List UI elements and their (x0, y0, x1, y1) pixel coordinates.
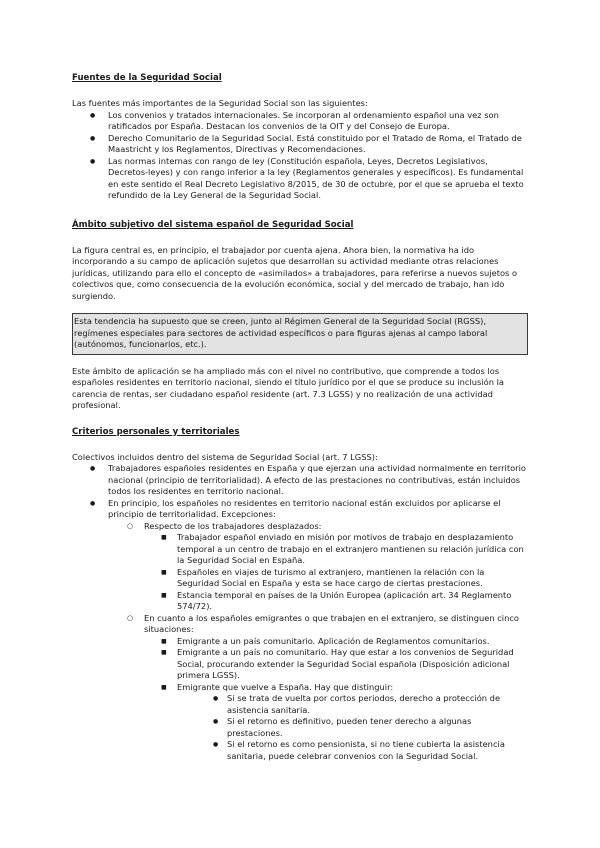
list-item: ■ Emigrante a un país no comunitario. Hay que estar a los convenios de Seguridad Social, procurando extender la Seguridad Social española (Disposición adicional primera LGSS). (161, 647, 528, 682)
fuentes-intro: Las fuentes más importantes de la Seguridad Social son las siguientes: (72, 98, 368, 108)
fuentes-list (72, 110, 528, 202)
ambito-paragraph-1: La figura central es, en principio, el trabajador por cuenta ajena. Ahora bien, la normativa ha ido incorporando a su campo de aplicación sujetos que desarrollan su actividad mediante otras relaciones jurídicas, utilizando para ello el concepto de «asimilados» a trabajadores, para referirse a nuevos sujetos o colectivos que, como consecuencia de la evolución económica, social y del mercado de trabajo, han ido surgiendo. (72, 244, 518, 301)
list-item: ■ Españoles en viajes de turismo al extranjero, mantienen la relación con la Seguridad Social en España y esta se hace cargo de ciertas prestaciones. (161, 567, 528, 590)
criterios-list (72, 463, 528, 521)
list-item: ■ Estancia temporal en países de la Unión Europea (aplicación art. 34 Reglamento 574/72). (161, 590, 528, 613)
list-item: ■ Trabajador español enviado en misión por motivos de trabajo en desplazamiento temporal a un centro de trabajo en el extranjero mantienen su relación jurídica con la Seguridad Social en España. (161, 532, 528, 567)
list-item: ● Si el retorno es como pensionista, si no tiene cubierta la asistencia sanitaria, puede celebrar convenios con la Seguridad Social. (213, 739, 528, 762)
list-item-text: En cuanto a los españoles emigrantes o que trabajen en el extranjero, se distinguen cinco situaciones: (144, 612, 520, 634)
list-item: ■ Emigrante a un país comunitario. Aplicación de Reglamentos comunitarios. (161, 636, 528, 648)
ambito-paragraph-2: Este ámbito de aplicación se ha ampliado más con el nivel no contributivo, que comprende a todos los españoles residentes en territorio nacional, siendo el título jurídico por el que se produce su inclusión la carencia de rentas, ser ciudadano español residente (art. 7.3 LGSS) y no realización de una actividad profesional. (72, 365, 504, 410)
criterios-intro: Colectivos incluidos dentro del sistema de Seguridad Social (art. 7 LGSS): (72, 451, 378, 462)
emigrantes-list (144, 636, 528, 763)
highlighted-text: Esta tendencia ha supuesto que se creen, junto al Régimen General de la Seguridad Social (RGSS), regímenes especiales para sectores de actividad específicos o para figuras ajenas al campo laboral (autónomos, funcionarios, etc.). (74, 316, 488, 349)
list-item (127, 613, 528, 763)
heading-criterios: Criterios personales y territoriales (72, 426, 240, 437)
list-item (127, 521, 528, 613)
retorno-list (177, 693, 528, 762)
list-item (161, 682, 528, 763)
list-item: ● Los convenios y tratados internacionales. Se incorporan al ordenamiento español una vez son ratificados por España. Destacan los convenios de la OIT y del Consejo de Europa. (72, 110, 528, 133)
excepciones-list (72, 521, 528, 763)
list-item (72, 498, 528, 521)
highlighted-box (72, 313, 528, 355)
list-item: ● Derecho Comunitario de la Seguridad Social. Está constituido por el Tratado de Roma, el Tratado de Maastricht y los Reglamentos, Directivas y Recomendaciones. (72, 133, 528, 156)
list-item: ● Si se trata de vuelta por cortos periodos, derecho a protección de asistencia sanitaria. (213, 693, 528, 716)
heading-ambito: Ámbito subjetivo del sistema español de Seguridad Social (72, 219, 354, 230)
list-item: ● Trabajadores españoles residentes en España y que ejerzan una actividad normalmente en territorio nacional (principio de territorialidad). A efecto de las prestaciones no contributivas, están incluidos todos los residentes en territorio nacional. (72, 463, 528, 498)
list-item-text: Respecto de los trabajadores desplazados: (144, 520, 322, 531)
list-item: ● Si el retorno es definitivo, pueden tener derecho a algunas prestaciones. (213, 716, 528, 739)
heading-fuentes: Fuentes de la Seguridad Social (72, 73, 222, 83)
list-item-text: En principio, los españoles no residentes en territorio nacional están excluidos por aplicarse el principio de territorialidad. Excepciones: (108, 497, 501, 519)
list-item: ● Las normas internas con rango de ley (Constitución española, Leyes, Decretos Legislativos, Decretos-leyes) y con rango inferior a la ley (Reglamentos generales y específicos). Es fundamental en este sentido el Real Decreto Legislativo 8/2015, de 30 de octubre, por el que se aprueba el texto refundido de la Ley General de la Seguridad Social. (72, 156, 528, 202)
list-item-text: Emigrante que vuelve a España. Hay que distinguir: (177, 681, 394, 692)
desplazados-list (144, 532, 528, 613)
document-page (72, 72, 528, 762)
